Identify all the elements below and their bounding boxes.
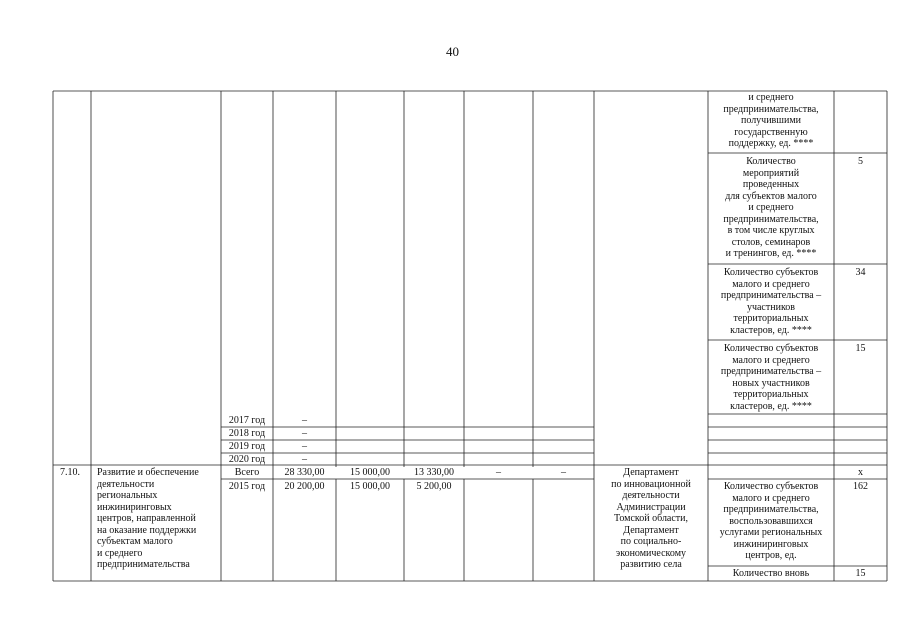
indicator-value: 15 — [855, 568, 866, 579]
indicator-text: и среднего предпринимательства, получившими государственную поддержку, ед. **** — [723, 92, 819, 149]
row-number: 7.10. — [60, 467, 80, 478]
total-mark: x — [858, 467, 863, 478]
total-col3: – — [496, 467, 501, 478]
indicator-text: Количество вновь — [732, 568, 810, 579]
year-label: 2015 год — [228, 481, 266, 492]
year-label: 2019 год — [228, 441, 266, 452]
year-label: 2020 год — [228, 454, 266, 465]
page-number: 40 — [446, 44, 459, 59]
indicator-text: Количество мероприятий проведенных для субъектов малого и среднего предпринимательства, в том числе круглых столов, семинаров и тренингов, ед. **** — [723, 156, 819, 259]
year-col2: 5 200,00 — [416, 481, 452, 492]
year-label: 2018 год — [228, 428, 266, 439]
indicator-value: 34 — [855, 267, 866, 278]
indicator-text: Количество субъектов малого и среднего предпринимательства, воспользовавшихся услугами региональных инжиниринговых центров, ед. — [719, 481, 823, 561]
total-label: Всего — [234, 467, 260, 478]
activity-name: Развитие и обеспечение деятельности региональных инжиниринговых центров, направленной на оказание поддержки субъектам малого и среднего предпринимательства — [97, 467, 199, 570]
year-amount: – — [302, 415, 307, 426]
year-label: 2017 год — [228, 415, 266, 426]
indicator-value: 162 — [853, 481, 868, 492]
total-col1: 15 000,00 — [350, 467, 390, 478]
indicator-value: 15 — [855, 343, 866, 354]
indicator-value: 5 — [858, 156, 863, 167]
total-col2: 13 330,00 — [414, 467, 454, 478]
indicator-text: Количество субъектов малого и среднего предпринимательства – новых участников территориальных кластеров, ед. **** — [720, 343, 822, 412]
indicator-text: Количество субъектов малого и среднего предпринимательства – участников территориальных кластеров, ед. **** — [720, 267, 822, 336]
total-sum: 28 330,00 — [284, 467, 325, 478]
year-col1: 15 000,00 — [350, 481, 390, 492]
year-sum: 20 200,00 — [284, 481, 325, 492]
year-amount: – — [302, 441, 307, 452]
year-amount: – — [302, 428, 307, 439]
year-amount: – — [302, 454, 307, 465]
total-col4: – — [561, 467, 566, 478]
executor: Департамент по инновационной деятельности Администрации Томской области, Департамент по социально- экономическому развитию села — [611, 467, 691, 570]
